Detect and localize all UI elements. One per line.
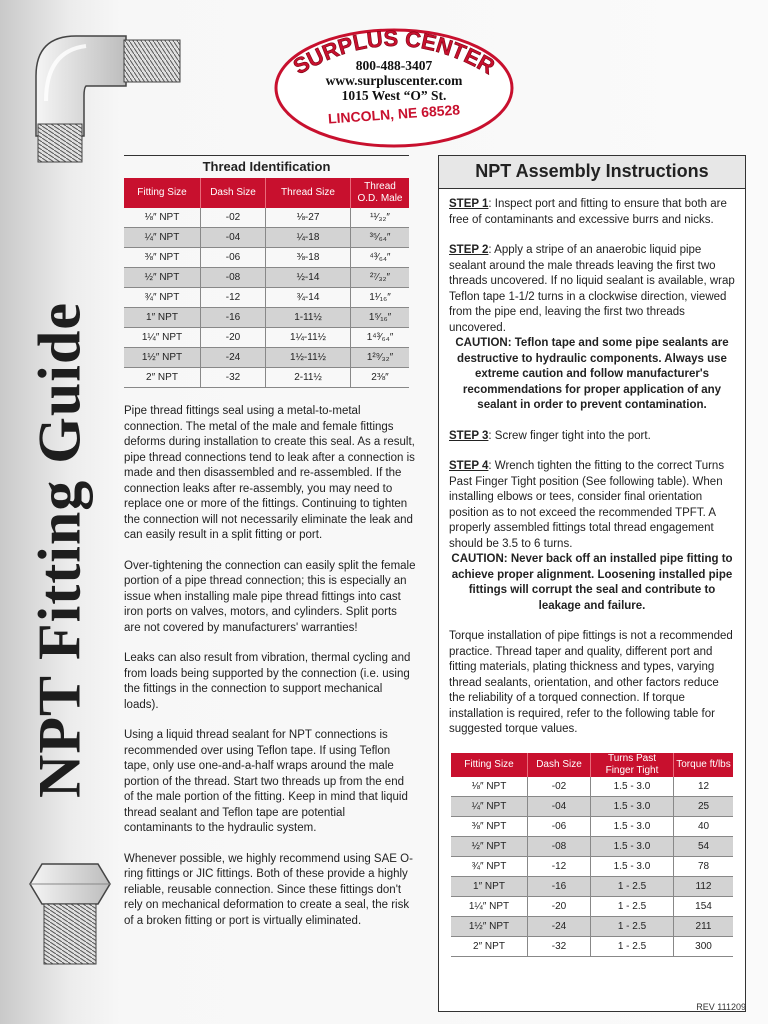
table-cell: 1½-11½	[266, 348, 351, 368]
table-row	[124, 328, 409, 348]
column-header: Turns Past Finger Tight	[591, 753, 674, 777]
table-cell: ½″ NPT	[124, 268, 201, 288]
table-cell: 2⅜″	[371, 372, 389, 383]
table-cell: -06	[528, 816, 591, 836]
table-row	[124, 288, 409, 308]
table-cell: 2″ NPT	[451, 936, 528, 956]
table-cell: 54	[674, 836, 734, 856]
table-cell: 40	[697, 820, 710, 832]
step-1: STEP 1: Inspect port and fitting to ensure that both are free of contaminants and excessive burrs and nicks.	[449, 198, 727, 226]
table-cell: 1.5 - 3.0	[591, 836, 674, 856]
torque-table	[451, 753, 733, 957]
table-cell: -04	[528, 796, 591, 816]
table-row	[124, 208, 409, 228]
npt-assembly-title: NPT Assembly Instructions	[439, 156, 745, 189]
table-cell: ¼″ NPT	[451, 796, 528, 816]
table-cell: ³⁵⁄₆₄″	[351, 228, 410, 248]
column-header: Dash Size	[201, 178, 266, 208]
table-row	[451, 896, 733, 916]
table-cell: ¼″ NPT	[124, 228, 201, 248]
table-cell: -32	[528, 936, 591, 956]
table-cell: 1.5 - 3.0	[591, 856, 674, 876]
table-row	[451, 916, 733, 936]
table-cell: 2″ NPT	[124, 368, 201, 388]
column-header: Dash Size	[528, 753, 591, 777]
table-cell: 300	[695, 940, 712, 952]
table-cell: 1″ NPT	[124, 308, 201, 328]
table-cell: 1″ NPT	[451, 876, 528, 896]
table-cell: ⅜″ NPT	[124, 248, 201, 268]
table-row	[451, 876, 733, 896]
table-cell: ½″ NPT	[451, 836, 528, 856]
table-cell: 1.5 - 3.0	[591, 796, 674, 816]
table-cell: ⅛-27	[266, 208, 351, 228]
logo-website: www.surpluscenter.com	[325, 73, 463, 88]
table-cell: -24	[201, 348, 266, 368]
table-cell: 12	[697, 780, 710, 792]
table-cell: -08	[201, 268, 266, 288]
table-cell: ⅛″ NPT	[451, 777, 528, 797]
table-cell: -08	[528, 836, 591, 856]
table-cell: 1¼-11½	[266, 328, 351, 348]
torque-paragraph: Torque installation of pipe fittings is not a recommended practice. Thread taper and quality, different port and fitting materials, plating thickness and types, varying thread sealants, orientation, and other factors reduce the reliability of a torqued connection. If torque installation is required, refer to the following table for suggested torque values.	[449, 630, 733, 735]
plug-fitting-illustration	[20, 850, 120, 970]
revision-label: REV 111209	[696, 1002, 746, 1012]
table-cell: -12	[201, 288, 266, 308]
column-header: Torque ft/lbs	[674, 753, 734, 777]
left-text-column	[124, 404, 416, 944]
table-cell: -20	[528, 896, 591, 916]
column-header: Fitting Size	[124, 178, 201, 208]
paragraph: Whenever possible, we highly recommend using SAE O-ring fittings or JIC fittings. Both of these provide a highly reliable, reusable connection. Since these fittings don't rely on mechanical deformation to create a seal, the risk of a broken fitting or port is virtually eliminated.	[124, 852, 413, 927]
table-row	[124, 368, 409, 388]
table-cell: 1²⁹⁄₃₂″	[351, 348, 410, 368]
table-cell: ¾″ NPT	[451, 856, 528, 876]
table-row	[451, 856, 733, 876]
paragraph: Leaks can also result from vibration, thermal cycling and from loads being supported by the connection (i.e. using the fittings in the connection to support mechanical loads).	[124, 652, 411, 711]
column-header: Fitting Size	[451, 753, 528, 777]
step-4: STEP 4: Wrench tighten the fitting to the correct Turns Past Finger Tight position (See following table). When installing elbows or tees, consider final orientation position as to not exceed the recommended TPFT. A properly assembled fittings total thread engagement should be 3.5 to 6 turns. CAUTION: Never back off an installed pipe fitting to achieve proper alignment. Loosening installed pipe fittings will corrupt the seal and contribute to leakage and failure.	[449, 459, 735, 614]
table-cell: 211	[674, 916, 734, 936]
paragraph: Using a liquid thread sealant for NPT connections is recommended over using Teflon tape. If using Teflon tape, only use one-and-a-half wraps around the male portion of the thread. Start two threads up from the end of the male portion of the fitting. Keep in mind that liquid thread sealant and Teflon tape are potential contaminants to the hydraulic system.	[124, 729, 408, 834]
table-cell: 1¼″ NPT	[451, 896, 528, 916]
table-row	[451, 816, 733, 836]
table-cell: 1-11½	[266, 308, 351, 328]
table-cell: 2-11½	[266, 368, 351, 388]
table-cell: ¾″ NPT	[124, 288, 201, 308]
step-label: STEP 1	[449, 198, 489, 210]
column-header: Thread O.D. Male	[351, 178, 410, 208]
table-cell: 25	[674, 796, 734, 816]
table-cell: 1½″ NPT	[451, 916, 528, 936]
table-cell: ⁴³⁄₆₄″	[369, 252, 391, 263]
table-cell: 1¹⁄₁₆″	[369, 292, 391, 303]
table-cell: -12	[528, 856, 591, 876]
table-row	[124, 348, 409, 368]
table-row	[124, 308, 409, 328]
caution-note: CAUTION: Never back off an installed pipe fitting to achieve proper alignment. Loosening installed pipe fittings will corrupt the seal and contribute to leakage and failure.	[451, 553, 733, 612]
table-cell: ¾-14	[266, 288, 351, 308]
table-cell: 1 - 2.5	[591, 876, 674, 896]
logo-phone: 800-488-3407	[355, 58, 433, 73]
table-cell: ½-14	[266, 268, 351, 288]
table-cell: 1.5 - 3.0	[591, 777, 674, 797]
table-cell: -16	[201, 308, 266, 328]
table-row	[451, 796, 733, 816]
table-cell: 1 - 2.5	[591, 916, 674, 936]
table-cell: -04	[201, 228, 266, 248]
table-cell: 1 - 2.5	[591, 936, 674, 956]
table-cell: ⅜″ NPT	[451, 816, 528, 836]
logo-brand: SURPLUS CENTER	[288, 26, 500, 80]
table-cell: 1⁴³⁄₆₄″	[366, 332, 394, 343]
elbow-fitting-illustration	[6, 6, 186, 166]
table-cell: -16	[528, 876, 591, 896]
table-cell: -06	[201, 248, 266, 268]
table-cell: 1¼″ NPT	[124, 328, 201, 348]
table-row	[451, 936, 733, 956]
logo-address: 1015 West “O” St.	[341, 88, 447, 103]
paragraph: Over-tightening the connection can easily split the female portion of a pipe thread connection; this is especially an issue when installing male pipe thread fittings into cast iron ports on valves, motors, and cylinders. Split ports are not covered by manufacturers' warranties!	[124, 559, 416, 634]
table-row	[451, 777, 733, 797]
table-cell: -02	[528, 777, 591, 797]
step-2: STEP 2: Apply a stripe of an anaerobic liquid pipe sealant around the male threads leaving the first two threads uncovered. If no liquid sealant is available, wrap Teflon tape 1-1/2 turns in a clockwise direction, viewed from the pipe end, leaving the first two threads uncovered. CAUTION: Teflon tape and some pipe sealants are destructive to hydraulic components. Always use extreme caution and follow manufacturer's recommendations for proper application of any sealant in order to prevent contamination.	[449, 243, 735, 414]
table-row	[451, 836, 733, 856]
table-cell: ¹¹⁄₃₂″	[370, 212, 390, 223]
logo-city: LINCOLN, NE 68528	[327, 101, 461, 127]
table-cell: ¼-18	[266, 228, 351, 248]
table-cell: 1⁵⁄₁₆″	[351, 308, 410, 328]
table-cell: ⅜-18	[266, 248, 351, 268]
npt-assembly-box	[438, 155, 746, 1012]
table-cell: 1½″ NPT	[124, 348, 201, 368]
surplus-center-logo	[272, 26, 516, 150]
table-cell: 1.5 - 3.0	[591, 816, 674, 836]
step-label: STEP 3	[449, 429, 489, 442]
caution-note: CAUTION: Teflon tape and some pipe sealants are destructive to hydraulic components. Always use extreme caution and follow manufacturer's recommendations for proper application of any sealant in order to prevent contamination.	[455, 337, 729, 411]
page-title: NPT Fitting Guide	[26, 302, 93, 798]
paragraph: Pipe thread fittings seal using a metal-to-metal connection. The metal of the male and female fittings deforms during installation to create this seal. As a result, pipe thread connections tend to leak after a connection is made and then disassembled and re-assembled. If the connection leaks after re-assembly, you may need to replace one or more of the fittings. Continuing to tighten the connection will not necessarily eliminate the leak and can easily result in a split fitting or port.	[124, 405, 415, 541]
table-cell: 1 - 2.5	[591, 896, 674, 916]
table-row	[124, 268, 409, 288]
thread-identification-table	[124, 178, 409, 388]
table-cell: -32	[201, 368, 266, 388]
table-cell: -02	[201, 208, 266, 228]
table-cell: -20	[201, 328, 266, 348]
thread-identification	[124, 155, 409, 388]
step-label: STEP 2	[449, 244, 489, 256]
table-cell: -24	[528, 916, 591, 936]
step-3: STEP 3: Screw finger tight into the port.	[449, 429, 651, 442]
table-cell: 154	[695, 900, 712, 912]
thread-identification-title: Thread Identification	[124, 155, 409, 178]
table-cell: ⅛″ NPT	[124, 208, 201, 228]
table-row	[124, 228, 409, 248]
step-label: STEP 4	[449, 460, 489, 472]
column-header: Thread Size	[266, 178, 351, 208]
table-cell: 78	[697, 860, 710, 872]
table-row	[124, 248, 409, 268]
table-cell: 112	[674, 876, 734, 896]
table-cell: ²⁷⁄₃₂″	[351, 268, 410, 288]
